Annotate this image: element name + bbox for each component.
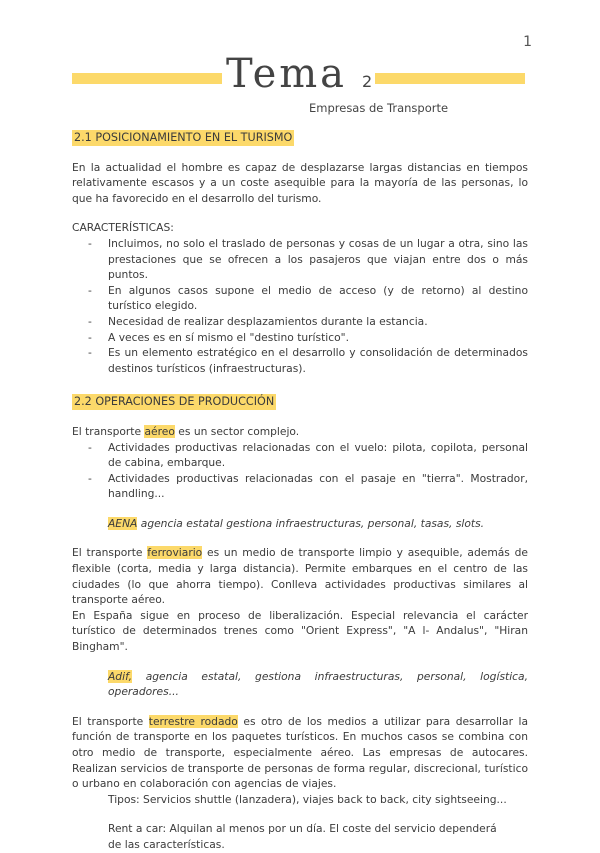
section-1-intro: En la actualidad el hombre es capaz de desplazarse largas distancias en tiempos relativamente escasos y a un coste asequible para la mayoría de las personas, lo que ha favorecido en el desarrollo del turismo. bbox=[72, 160, 528, 205]
document-body bbox=[72, 130, 528, 853]
road-transport-paragraph: El transporte terrestre rodado es otro de los medios a utilizar para desarrollar la función de transporte en los paquetes turísticos. En muchos casos se combina con otro medio de transporte, especialmente aéreo. Las empresas de autocares. Realizan servicios de transporte de personas de forma regular, discrecional, turístico o urbano en colaboración con agencias de viajes. bbox=[72, 714, 529, 791]
air-transport-paragraph: El transporte aéreo es un sector complejo. bbox=[72, 424, 300, 438]
aena-note: AENA agencia estatal gestiona infraestructuras, personal, tasas, slots. bbox=[108, 516, 485, 530]
highlight-terrestre-rodado: terrestre rodado bbox=[148, 714, 238, 728]
title-bar-right bbox=[375, 73, 525, 84]
list-item: - En algunos casos supone el medio de acceso (y de retorno) al destino turístico elegido. bbox=[88, 283, 528, 314]
list-item: - Actividades productivas relacionadas con el pasaje en "tierra". Mostrador, handling... bbox=[88, 471, 528, 502]
list-item: - Necesidad de realizar desplazamientos durante la estancia. bbox=[88, 314, 528, 330]
page-number: 1 bbox=[523, 34, 532, 50]
characteristics-list bbox=[72, 236, 528, 376]
rail-transport-paragraph: El transporte ferroviario es un medio de transporte limpio y asequible, además de flexible (corta, media y larga distancia). Permite embarques en el centro de las ciudades (lo que ahorra tiempo). Conlleva actividades productivas similares al transporte aéreo. bbox=[72, 546, 528, 607]
list-item: - A veces es en sí mismo el "destino turístico". bbox=[88, 330, 528, 346]
characteristics-label: CARACTERÍSTICAS: bbox=[72, 221, 174, 235]
rent-a-car-line-2: de las características. bbox=[108, 837, 225, 851]
rent-a-car-line-1: Rent a car: Alquilan al menos por un día. El coste del servicio dependerá bbox=[108, 822, 497, 836]
list-item: - Incluimos, no solo el traslado de personas y cosas de un lugar a otra, sino las prestaciones que se ofrecen a los pasajeros que viajan entre dos o más puntos. bbox=[88, 236, 528, 283]
highlight-aereo: aéreo bbox=[144, 424, 175, 438]
rail-spain-paragraph: En España sigue en proceso de liberalización. Especial relevancia el carácter turístico de determinados trenes como "Orient Express", "A l- Andalus", "Hiran Bingham". bbox=[72, 608, 528, 654]
list-item: - Es un elemento estratégico en el desarrollo y consolidación de determinados destinos turísticos (infraestructuras). bbox=[88, 345, 528, 376]
topic-number: 2 bbox=[362, 72, 373, 91]
page-title: Tema bbox=[226, 51, 348, 97]
adif-note: Adif, agencia estatal, gestiona infraestructuras, personal, logística, operadores... bbox=[108, 669, 528, 699]
highlight-adif: Adif, bbox=[108, 669, 133, 683]
list-item: - Actividades productivas relacionadas con el vuelo: pilota, copilota, personal de cabina, embarque. bbox=[88, 440, 528, 471]
air-activities-list bbox=[72, 440, 528, 502]
section-heading-2-2: 2.2 OPERACIONES DE PRODUCCIÓN bbox=[74, 395, 275, 409]
page-subtitle: Empresas de Transporte bbox=[309, 101, 449, 115]
highlight-ferroviario: ferroviario bbox=[147, 546, 203, 560]
section-heading-2-1: 2.1 POSICIONAMIENTO EN EL TURISMO bbox=[74, 131, 293, 144]
highlight-aena: AENA bbox=[108, 516, 138, 530]
road-types: Tipos: Servicios shuttle (lanzadera), viajes back to back, city sightseeing... bbox=[108, 792, 507, 806]
title-bar-left bbox=[72, 73, 222, 84]
